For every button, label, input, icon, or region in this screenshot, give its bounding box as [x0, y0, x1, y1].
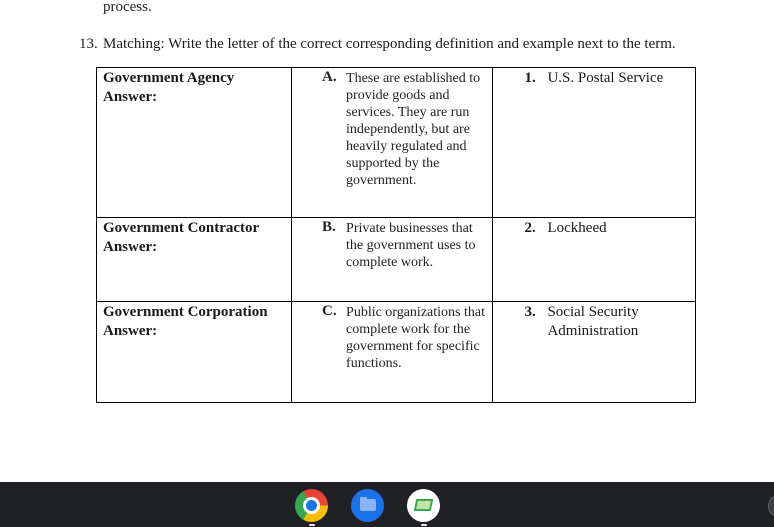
table-row — [97, 302, 696, 403]
answer-label: Answer: — [103, 88, 158, 105]
definition-cell — [292, 68, 493, 218]
example-text: Social Security Administration — [547, 304, 639, 339]
slides-icon[interactable] — [407, 489, 440, 522]
definition-cell — [292, 302, 493, 403]
matching-table — [96, 67, 696, 403]
example-number: 1. — [524, 70, 536, 86]
running-indicator — [309, 524, 315, 526]
question-number: 13. — [79, 36, 98, 52]
term-cell[interactable] — [97, 68, 292, 218]
files-icon[interactable] — [351, 489, 384, 522]
example-cell — [493, 302, 696, 403]
term-label: Government Contractor — [103, 220, 260, 236]
definition-text: Public organizations that complete work for the government for specific functions. — [346, 305, 485, 371]
taskbar — [0, 482, 774, 527]
answer-label: Answer: — [103, 322, 158, 339]
chrome-icon[interactable] — [295, 489, 328, 522]
example-text: U.S. Postal Service — [547, 70, 664, 86]
question-text: Matching: Write the letter of the correct corresponding definition and example next to the term. — [103, 36, 676, 52]
term-label: Government Corporation — [103, 304, 268, 320]
example-cell — [493, 68, 696, 218]
running-indicator — [421, 524, 427, 526]
definition-letter: A. — [322, 69, 337, 85]
term-cell[interactable] — [97, 302, 292, 403]
example-text: Lockheed — [547, 220, 607, 236]
table-row — [97, 68, 696, 218]
table-row — [97, 218, 696, 302]
previous-line-text: process. — [103, 0, 152, 15]
term-label: Government Agency — [103, 70, 235, 86]
definition-letter: B. — [322, 219, 336, 235]
example-cell — [493, 218, 696, 302]
definition-text: These are established to provide goods and services. They are run independently, but are heavily regulated and supported by the government. — [346, 71, 481, 188]
term-cell[interactable] — [97, 218, 292, 302]
definition-letter: C. — [322, 303, 337, 319]
example-number: 3. — [524, 304, 536, 320]
definition-cell — [292, 218, 493, 302]
question-13 — [79, 35, 676, 53]
answer-label: Answer: — [103, 238, 158, 255]
example-number: 2. — [524, 220, 536, 236]
definition-text: Private businesses that the government uses to complete work. — [346, 221, 476, 270]
